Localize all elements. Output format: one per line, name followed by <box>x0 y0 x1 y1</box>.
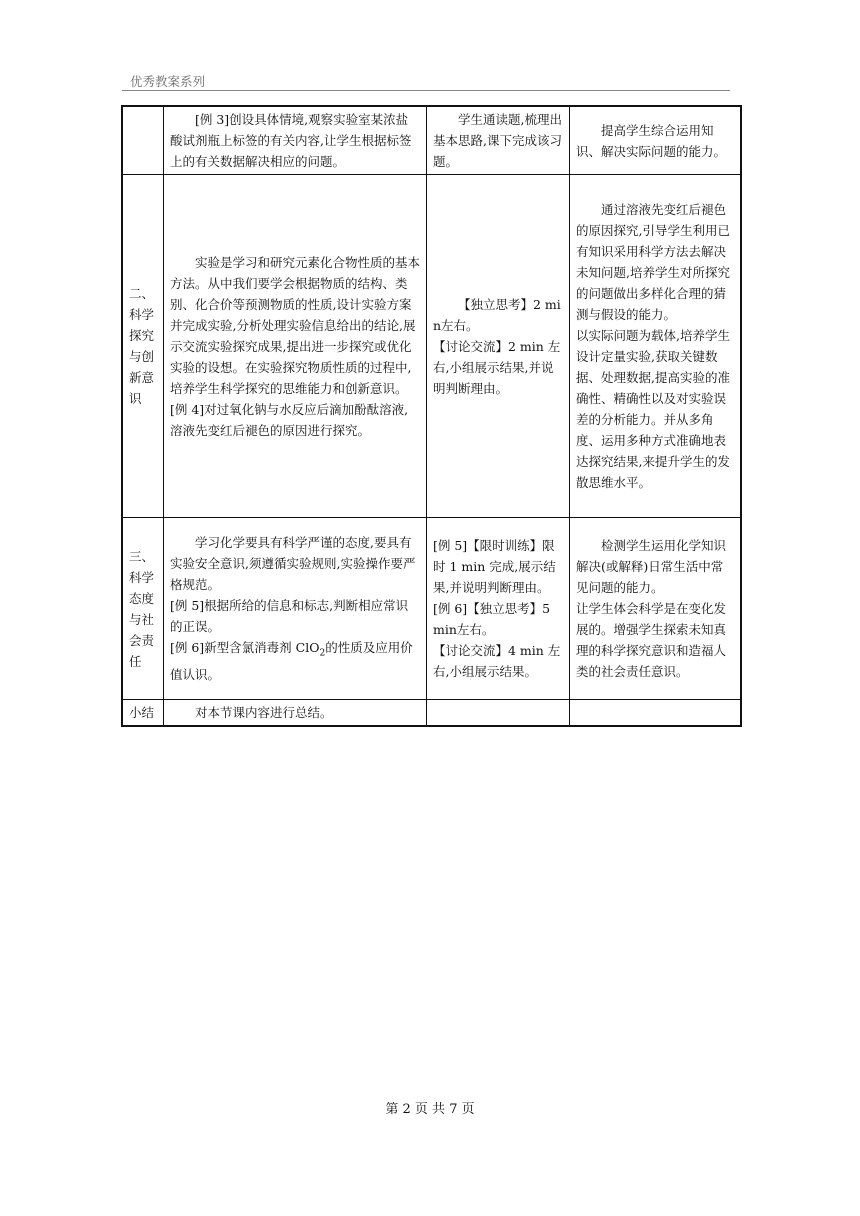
summary-text: 对本节课内容进行总结。 <box>195 705 333 720</box>
activity-text: 【讨论交流】2 min 左右,小组展示结果,并说明判断理由。 <box>433 338 561 396</box>
example-5-text: [例 5]根据所给的信息和标志,判断相应常识的正误。 <box>170 597 409 634</box>
activity-text: 【讨论交流】4 min 左右,小组展示结果。 <box>433 643 561 679</box>
activity-text: [例 6]【独立思考】5 min左右。 <box>433 601 551 637</box>
intent-text: 检测学生运用化学知识解决(或解释)日常生活中常见问题的能力。 <box>576 538 727 595</box>
intent-cell <box>570 518 742 700</box>
activity-cell <box>427 700 570 727</box>
content-paragraph: 实验是学习和研究元素化合物性质的基本方法。从中我们要学会根据物质的结构、类别、化合价等预测物质的性质,设计实验方案并完成实验,分析处理实验信息给出的结论,展示交流实验探究成果,提出进一步探究或优化实验的设想。在实验探究物质性质的过程中,培养学生科学探究的思维能力和创新意识。 <box>170 254 421 396</box>
series-title: 优秀教案系列 <box>130 74 206 89</box>
content-paragraph: 学习化学要具有科学严谨的态度,要具有实验安全意识,须遵循实验规则,实验操作要严格规范。 <box>170 534 416 592</box>
section-cell: 三、科学态度与社会责任 <box>122 518 164 700</box>
content-cell <box>164 106 427 175</box>
intent-cell <box>570 106 742 175</box>
content-cell <box>164 518 427 700</box>
example-3-text: [例 3]创设具体情境,观察实验室某浓盐酸试剂瓶上标签的有关内容,让学生根据标签上的有关数据解决相应的问题。 <box>170 112 412 169</box>
table-row <box>122 106 741 175</box>
intent-cell <box>570 175 742 518</box>
content-cell <box>164 175 427 518</box>
activity-text: 【独立思考】2 min左右。 <box>433 296 561 333</box>
activity-text: [例 5]【限时训练】限时 1 min 完成,展示结果,并说明判断理由。 <box>433 538 556 595</box>
activity-cell <box>427 518 570 700</box>
example-6-text <box>170 637 420 686</box>
example-6-prefix: [例 6]新型含氯消毒剂 ClO <box>170 639 320 655</box>
example-6-suffix: 的性质及应用价值认识。 <box>170 639 413 683</box>
page-number: 第 2 页 共 7 页 <box>385 1102 475 1117</box>
header-divider <box>122 90 730 91</box>
intent-text: 以实际问题为载体,培养学生设计定量实验,获取关键数据、处理数据,提高实验的准确性、精确性以及对实验误差的分析能力。并从多角度、运用多种方式准确地表达探究结果,来提升学生的发散思维水平。 <box>576 328 730 490</box>
intent-cell <box>570 700 742 727</box>
example-4-text: [例 4]对过氧化钠与水反应后滴加酚酞溶液,溶液先变红后褪色的原因进行探究。 <box>170 401 409 438</box>
section-cell <box>122 106 164 175</box>
subscript-two: 2 <box>319 648 326 659</box>
content-cell <box>164 700 427 727</box>
section-cell: 小结 <box>122 700 164 727</box>
table-row <box>122 175 741 518</box>
intent-text: 让学生体会科学是在变化发展的。增强学生探索未知真理的科学探究意识和造福人类的社会责任意识。 <box>576 601 727 679</box>
section-cell: 二、科学探究与创新意识 <box>122 175 164 518</box>
activity-text: 学生通读题,梳理出基本思路,课下完成该习题。 <box>433 112 562 169</box>
table-row <box>122 700 741 727</box>
activity-cell <box>427 175 570 518</box>
activity-cell <box>427 106 570 175</box>
table-row <box>122 518 741 700</box>
lesson-plan-table <box>121 105 742 727</box>
intent-text: 提高学生综合运用知识、解决实际问题的能力。 <box>576 122 727 159</box>
intent-text: 通过溶液先变红后褪色的原因探究,引导学生利用已有知识采用科学方法去解决未知问题,培养学生对所探究的问题做出多样化合理的猜测与假设的能力。 <box>576 202 730 322</box>
